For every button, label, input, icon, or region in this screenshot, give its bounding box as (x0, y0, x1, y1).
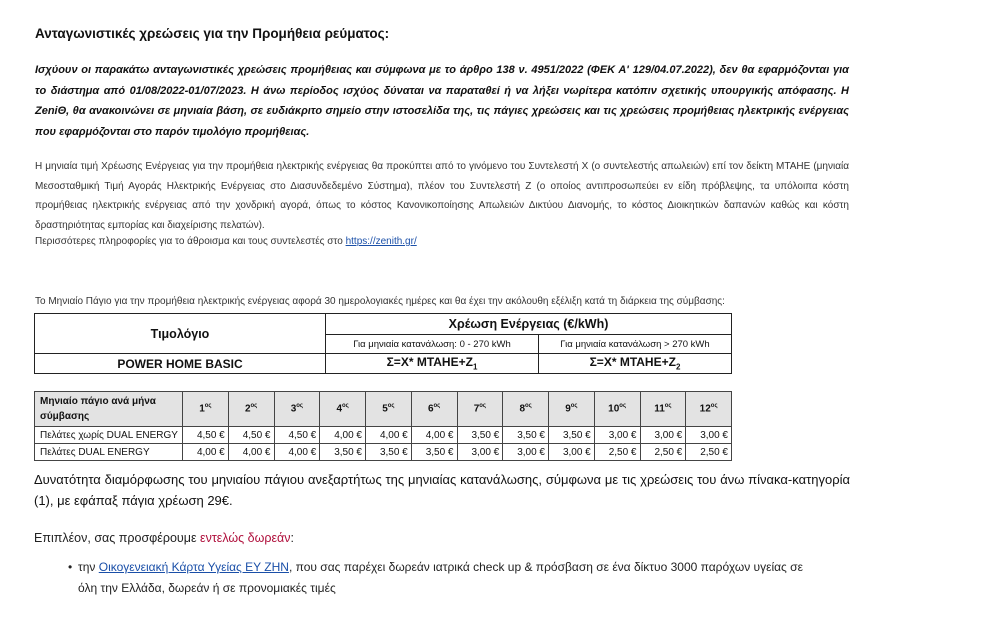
fee-cell: 4,00 € (366, 427, 412, 444)
month-header: $1^{o\varsigma}$ (183, 392, 229, 427)
tariff-header: Τιμολόγιο (35, 314, 326, 354)
fee-cell: 4,50 € (274, 427, 320, 444)
fee-cell: 4,50 € (183, 427, 229, 444)
fee-cell: 3,00 € (549, 444, 595, 461)
fee-cell: 3,00 € (640, 427, 686, 444)
health-card-link[interactable]: Οικογενειακή Κάρτα Υγείας ΕΥ ΖΗΝ (98, 560, 289, 574)
description-paragraph: Η μηνιαία τιμή Χρέωσης Ενέργειας για την προμήθεια ηλεκτρικής ενέργειας θα προκύπτει από το γινόμενο του Συντελεστή Χ (ο συντελεστής απωλειών) επί τον δείκτη ΜΤΑΗΕ (μηνιαία Μεσοσταθμική Τιμή Αγοράς Ηλεκτρικής Ενέργειας στο Διασυνδεδεμένο Σύστημα), πλέον του Συντελεστή Z (ο οποίος αντιπροσωπεύει εν είδη πρόβλεψης, τα υπόλοιπα κόστη προμήθειας ηλεκτρικής ενέργειας από την χονδρική αγορά, όπως το κόστος Κανονικοποίησης Απωλειών Δικτύου Διανομής, το κόστος Διοικητικών δαπανών καθώς και κόστη δραστηριότητας εμπορίας και διαχείρισης πελατών). (35, 161, 849, 231)
formula-low: Σ=Χ* $MTAHE+Z_1$ (326, 354, 539, 374)
energy-charge-header: Χρέωση Ενέργειας (€/kWh) (326, 314, 732, 335)
month-header: $8^{o\varsigma}$ (503, 392, 549, 427)
fee-cell: 4,00 € (320, 427, 366, 444)
formula-high: Σ=Χ* $MTAHE+Z_2$ (539, 354, 732, 374)
product-name: POWER HOME BASIC (35, 354, 326, 374)
extra-suffix: : (290, 531, 295, 545)
fee-cell: 4,00 € (228, 444, 274, 461)
fee-cell: 3,50 € (320, 444, 366, 461)
list-item (68, 557, 818, 599)
month-header: $2^{o\varsigma}$ (228, 392, 274, 427)
fee-cell: 3,00 € (503, 444, 549, 461)
month-header: $9^{o\varsigma}$ (549, 392, 595, 427)
month-header: $7^{o\varsigma}$ (457, 392, 503, 427)
fee-cell: 3,50 € (457, 427, 503, 444)
extra-prefix: Επιπλέον, σας προσφέρουμε (34, 531, 200, 545)
month-header: $10^{o\varsigma}$ (594, 392, 640, 427)
high-consumption-header: Για μηνιαία κατανάλωση > 270 kWh (539, 335, 732, 354)
intro-paragraph: Ισχύουν οι παρακάτω ανταγωνιστικές χρεώσεις προμήθειας και σύμφωνα με το άρθρο 138 ν. 4951/2022 (ΦΕΚ Α' 129/04.07.2022), δεν θα εφαρμόζονται για το διάστημα από 01/08/2022-01/07/2023. Η άνω περίοδος ισχύος δύναται να παραταθεί ή να λήξει νωρίτερα κατόπιν σχετικής υπουργικής απόφασης. Η ZeniΘ, θα ανακοινώνει σε μηνιαία βάση, σε ευδιάκριτο σημείο στην ιστοσελίδα της, τις πάγιες χρεώσεις και τις χρεώσεις προμήθειας ηλεκτρικής ενέργειας που εφαρμόζονται στο παρόν τιμολόγιο προμήθειας. (35, 64, 849, 138)
monthly-fee-header: Μηνιαίο πάγιο ανά μήνα σύμβασης (35, 392, 183, 427)
month-header: $4^{o\varsigma}$ (320, 392, 366, 427)
fee-cell: 3,50 € (366, 444, 412, 461)
fee-cell: 2,50 € (686, 444, 732, 461)
monthly-fee-table (34, 391, 732, 461)
fee-cell: 4,00 € (411, 427, 457, 444)
section-title: Ανταγωνιστικές χρεώσεις για την Προμήθεια ρεύματος: (35, 26, 390, 41)
month-header: $3^{o\varsigma}$ (274, 392, 320, 427)
zenith-link[interactable]: https://zenith.gr/ (345, 236, 417, 247)
bullet-prefix: την (78, 560, 99, 574)
fee-cell: 3,50 € (411, 444, 457, 461)
more-info-text: Περισσότερες πληροφορίες για το άθροισμα και τους συντελεστές στο (35, 236, 343, 247)
low-consumption-header: Για μηνιαία κατανάλωση: 0 - 270 kWh (326, 335, 539, 354)
fee-cell: 3,50 € (503, 427, 549, 444)
fee-cell: 2,50 € (640, 444, 686, 461)
bullet-text: , που σας παρέχει δωρεάν ιατρικά check up & πρόσβαση σε ένα δίκτυο 3000 παρόχων υγείας σε όλη την Ελλάδα, δωρεάν ή σε προνομιακές τιμές (78, 560, 803, 595)
month-header: $12^{o\varsigma}$ (686, 392, 732, 427)
bullet-icon: • (68, 560, 73, 574)
free-highlight: εντελώς δωρεάν (200, 531, 291, 545)
fee-cell: 2,50 € (594, 444, 640, 461)
row-label: Πελάτες DUAL ENERGY (35, 444, 183, 461)
row-label: Πελάτες χωρίς DUAL ENERGY (35, 427, 183, 444)
fee-cell: 4,50 € (228, 427, 274, 444)
fee-cell: 3,00 € (686, 427, 732, 444)
fee-cell: 4,00 € (274, 444, 320, 461)
month-header: $11^{o\varsigma}$ (640, 392, 686, 427)
extra-offer-line (34, 531, 294, 545)
fee-cell: 3,00 € (457, 444, 503, 461)
monthly-fee-intro: Το Μηνιαίο Πάγιο για την προμήθεια ηλεκτρικής ενέργειας αφορά 30 ημερολογιακές ημέρες και θα έχει την ακόλουθη εξέλιξη κατά τη διάρκεια της σύμβασης: (35, 296, 725, 307)
month-header: $6^{o\varsigma}$ (411, 392, 457, 427)
fee-cell: 3,50 € (549, 427, 595, 444)
more-info-line (35, 236, 417, 247)
note-paragraph: Δυνατότητα διαμόρφωσης του μηνιαίου πάγιου ανεξαρτήτως της μηνιαίας κατανάλωσης, σύμφωνα με τις χρεώσεις του άνω πίνακα-κατηγορία (1), με εφάπαξ πάγια χρέωση 29€. (34, 472, 850, 508)
tariff-table (34, 313, 732, 374)
month-header: $5^{o\varsigma}$ (366, 392, 412, 427)
fee-cell: 3,00 € (594, 427, 640, 444)
fee-cell: 4,00 € (183, 444, 229, 461)
